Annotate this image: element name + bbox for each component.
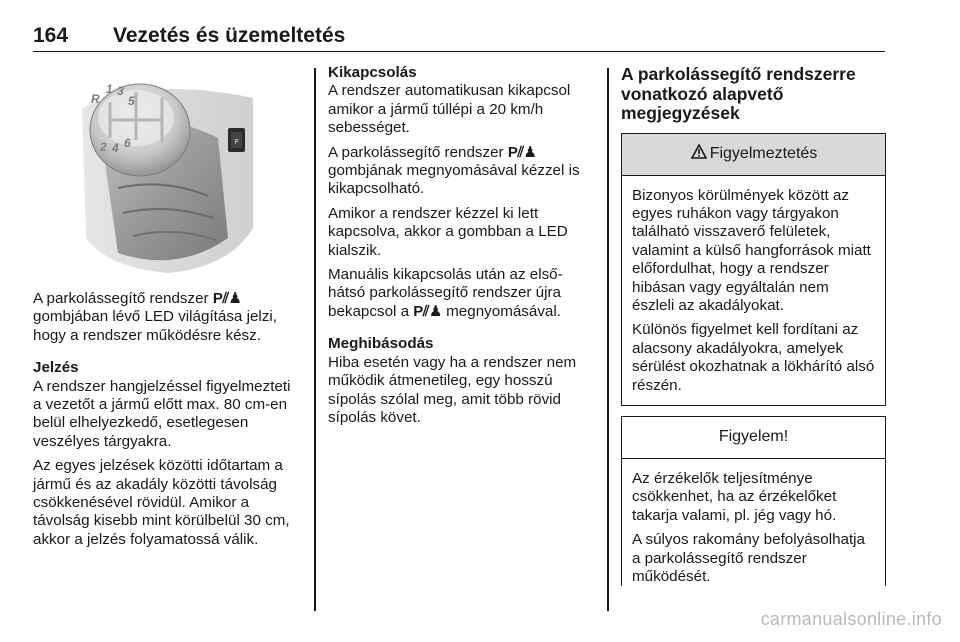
gear-label-4: 4 (112, 141, 119, 155)
signal-paragraph-1: A rendszer hangjelzéssel figyelmezteti a vezetőt a jármű előtt max. 80 cm-en belül elhelyezkedő, esetlegesen veszélyes tárgyakra. (33, 377, 291, 450)
signal-heading: Jelzés (33, 359, 79, 377)
parking-sensor-icon: P⫽♟ (507, 143, 537, 161)
fault-paragraph: Hiba esetén vagy ha a rendszer nem működik átmenetileg, egy hosszú sípolás szólal meg, amit több rövid sípolás követ. (328, 353, 577, 426)
signal-paragraph-2: Az egyes jelzések közötti időtartam a jármű és az akadály közötti távolság csökkenésével rövidül. Amikor a távolság kisebb mint körülbelül 30 cm, akkor a jelzés folyamatossá válik. (33, 457, 290, 548)
figure-caption: A parkolássegítő rendszer P⫽♟ gombjában lévő LED világítása jelzi, hogy a rendszer működésre kész. (33, 290, 277, 344)
gear-label-1: 1 (106, 82, 113, 96)
caution-box (621, 416, 886, 586)
warning-box (621, 133, 886, 406)
switch-off-paragraph-3: Amikor a rendszer kézzel ki lett kapcsolva, akkor a gombban a LED kialszik. (328, 204, 568, 259)
caution-title: Figyelem! (718, 428, 789, 446)
warning-paragraph-1: Bizonyos körülmények között az egyes ruhákon vagy tárgyakon található visszaverő felületek, valamint a külső hangforrások miatt előfordulhat, hogy a rendszer hibásan vagy egyáltalán nem észleli az akadályokat. (632, 186, 871, 314)
switch-off-heading: Kikapcsolás (328, 64, 417, 81)
column-divider-right (607, 68, 609, 611)
notes-heading: A parkolássegítő rendszerre vonatkozó alapvető megjegyzések (621, 64, 856, 123)
fault-heading: Meghibásodás (328, 335, 434, 353)
warning-box-header (622, 134, 885, 176)
gear-label-6: 6 (124, 136, 131, 150)
gear-label-2: 2 (100, 140, 107, 154)
column-3 (621, 65, 886, 592)
gear-label-r: R (91, 92, 100, 106)
gear-label-3: 3 (117, 84, 124, 98)
page-number: 164 (33, 24, 69, 47)
chapter-title: Vezetés és üzemeltetés (113, 24, 346, 47)
gear-label-5: 5 (128, 94, 135, 108)
watermark: carmanualsonline.info (760, 609, 942, 629)
page-header (33, 22, 885, 52)
svg-text:P: P (234, 138, 239, 146)
caution-box-header (622, 417, 885, 459)
column-divider-left (314, 68, 316, 611)
column-1 (33, 290, 301, 555)
column-2 (328, 64, 598, 433)
warning-triangle-icon (690, 144, 708, 163)
caution-paragraph-1: Az érzékelők teljesítménye csökkenhet, ha az érzékelőket takarja valami, pl. jég vagy hó. (632, 469, 837, 524)
switch-off-paragraph-2: A parkolássegítő rendszer P⫽♟ gombjának megnyomásával kézzel is kikapcsolható. (328, 143, 580, 198)
caution-body (622, 459, 885, 586)
gear-knob-illustration (78, 68, 253, 276)
gear-knob-graphic (78, 68, 253, 276)
warning-body (622, 176, 885, 405)
parking-sensor-icon: P⫽♟ (212, 290, 242, 307)
warning-paragraph-2: Különös figyelmet kell fordítani az alacsony akadályokra, amelyek sérülést okozhatnak a lökhárító alsó részén. (632, 321, 875, 394)
warning-title: Figyelmeztetés (709, 144, 818, 162)
switch-off-paragraph-1: A rendszer automatikusan kikapcsol amikor a jármű túllépi a 20 km/h sebességet. (328, 82, 571, 137)
parking-sensor-icon: P⫽♟ (413, 302, 442, 320)
switch-off-paragraph-4: Manuális kikapcsolás után az első-hátsó parkolássegítő rendszer újra bekapcsol a P⫽♟ megnyomásával. (328, 266, 563, 320)
caution-paragraph-2: A súlyos rakomány befolyásolhatja a parkolássegítő rendszer működését. (632, 531, 866, 585)
